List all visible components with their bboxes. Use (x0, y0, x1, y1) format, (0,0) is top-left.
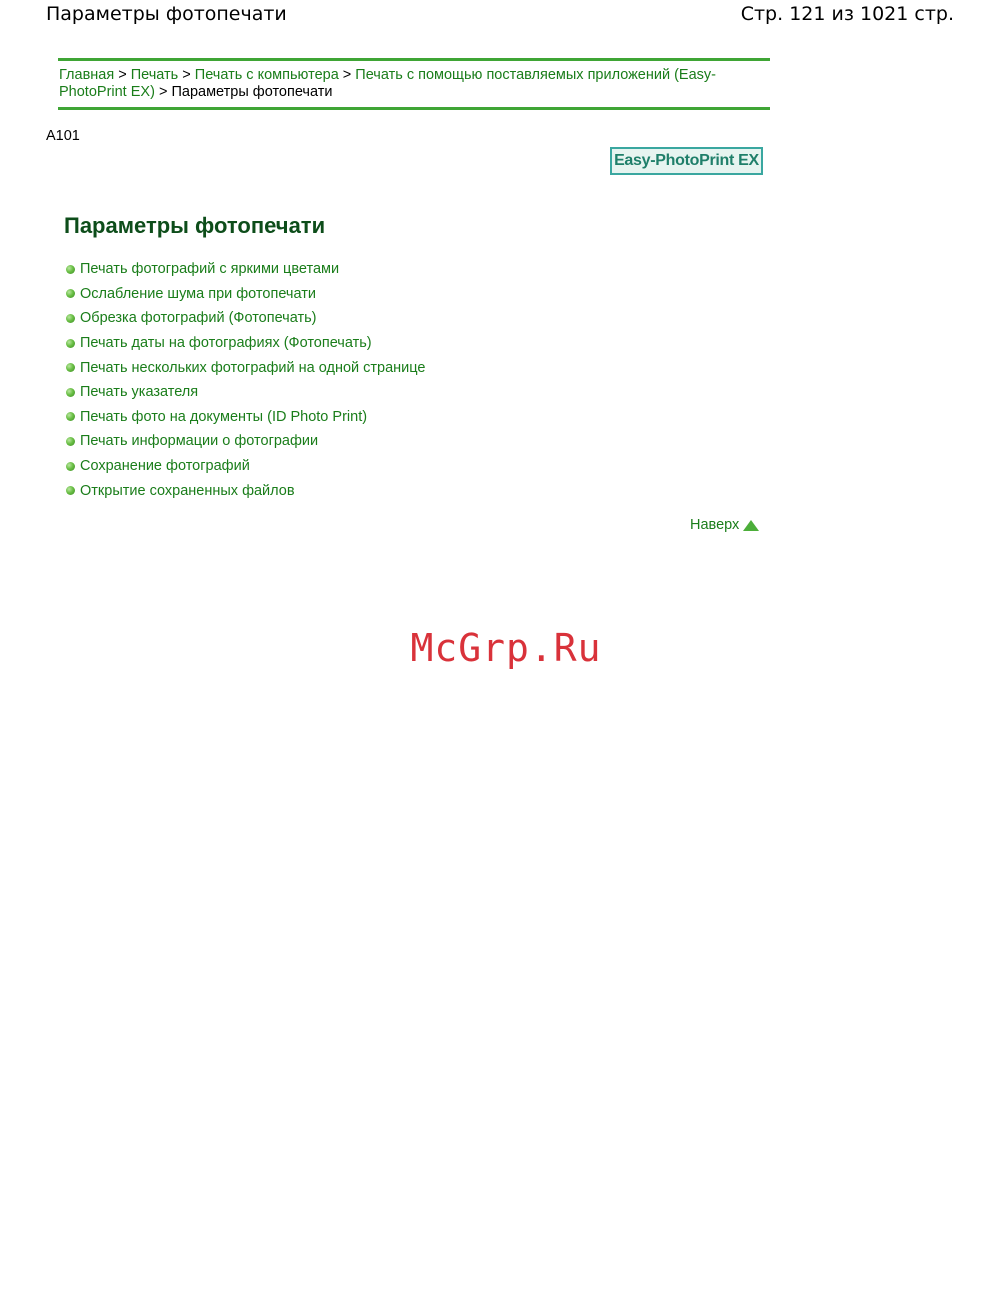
breadcrumb (58, 58, 770, 110)
topic-link[interactable]: Печать фотографий с яркими цветами (80, 261, 340, 278)
back-to-top-link[interactable] (690, 517, 759, 533)
breadcrumb-separator: > (118, 67, 127, 83)
topic-link[interactable]: Сохранение фотографий (80, 458, 250, 475)
bullet-icon (66, 363, 75, 372)
app-logo-badge: Easy-PhotoPrint EX (610, 147, 763, 175)
bullet-icon (66, 462, 75, 471)
topic-link-list (66, 257, 425, 503)
list-item (66, 306, 425, 331)
list-item (66, 331, 425, 356)
back-to-top-label[interactable]: Наверх (690, 517, 740, 533)
breadcrumb-link-home[interactable]: Главная (59, 67, 115, 83)
list-item (66, 405, 425, 430)
watermark: McGrp.Ru (410, 626, 602, 670)
list-item (66, 257, 425, 282)
topic-link[interactable]: Открытие сохраненных файлов (80, 482, 295, 499)
breadcrumb-separator: > (158, 84, 168, 100)
bullet-icon (66, 339, 75, 348)
bullet-icon (66, 437, 75, 446)
page-counter: Стр. 121 из 1021 стр. (740, 3, 954, 25)
topic-link[interactable]: Печать нескольких фотографий на одной странице (80, 359, 426, 376)
list-item (66, 355, 425, 380)
bullet-icon (66, 289, 75, 298)
list-item (66, 282, 425, 307)
breadcrumb-link-print[interactable]: Печать (130, 67, 179, 83)
list-item (66, 429, 425, 454)
list-item (66, 454, 425, 479)
bullet-icon (66, 412, 75, 421)
topic-link[interactable]: Печать указателя (80, 384, 199, 401)
bullet-icon (66, 314, 75, 323)
breadcrumb-current: Параметры фотопечати (171, 84, 333, 100)
breadcrumb-separator: > (342, 67, 352, 83)
breadcrumb-link-bundled-apps[interactable]: Печать с помощью поставляемых приложений (Easy-PhotoPrint EX) (59, 67, 716, 100)
topic-link[interactable]: Ослабление шума при фотопечати (80, 285, 316, 302)
breadcrumb-separator: > (182, 67, 191, 83)
topic-link[interactable]: Обрезка фотографий (Фотопечать) (80, 310, 317, 327)
document-code: A101 (46, 128, 80, 144)
print-header (0, 0, 1000, 30)
topic-link[interactable]: Печать фото на документы (ID Photo Print) (80, 408, 368, 425)
list-item (66, 478, 425, 503)
up-triangle-icon[interactable] (743, 520, 759, 531)
print-title: Параметры фотопечати (46, 3, 287, 25)
breadcrumb-link-print-from-computer[interactable]: Печать с компьютера (194, 67, 339, 83)
list-item (66, 380, 425, 405)
bullet-icon (66, 388, 75, 397)
bullet-icon (66, 265, 75, 274)
topic-link[interactable]: Печать информации о фотографии (80, 433, 319, 450)
topic-link[interactable]: Печать даты на фотографиях (Фотопечать) (80, 335, 372, 352)
bullet-icon (66, 486, 75, 495)
page-title: Параметры фотопечати (64, 213, 326, 238)
